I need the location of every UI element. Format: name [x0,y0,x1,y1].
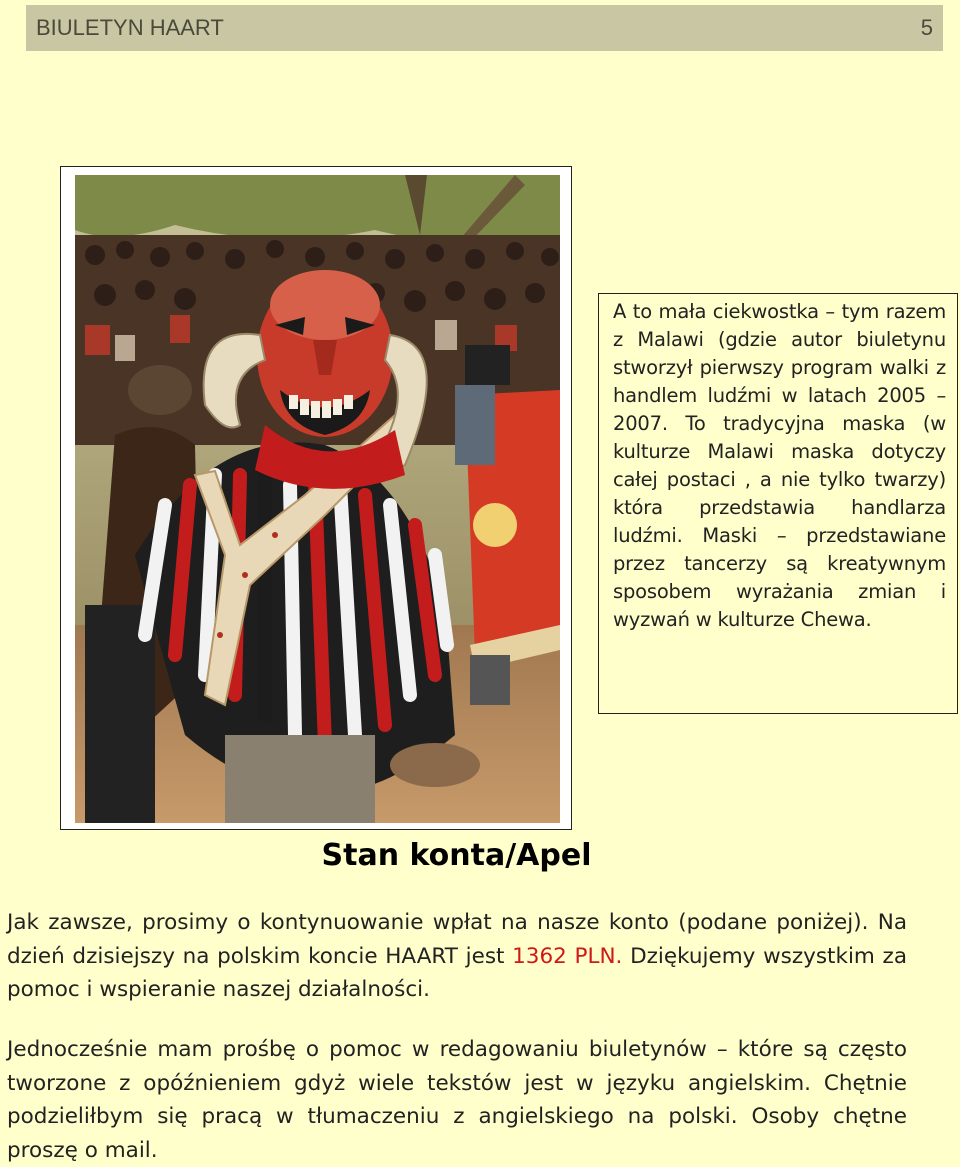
balance-text-before: Jak zawsze, prosimy o kontynuowanie wpłat na nasze konto (podane poniżej). Na dzień dzisiejszy na polskim koncie HAART jest [7,910,907,969]
balance-text-after: Dziękujemy wszystkim za pomoc i wspieranie naszej działalności. [7,943,907,1002]
newsletter-title: BIULETYN HAART [36,15,224,40]
translation-request-paragraph: Jednocześnie mam prośbę o pomoc w redagowaniu biuletynów – które są często tworzone z opóźnieniem gdyż wiele tekstów jest w języku angielskim. Chętnie podzieliłbym się pracą w tłumaczeniu z angielskiego na polski. Osoby chętne proszę o mail. [7,1037,907,1163]
page-number: 5 [920,15,933,40]
account-balance-paragraph [7,906,907,1007]
page-header [26,5,943,51]
mask-dancer-photo [75,175,560,823]
balance-amount: 1362 PLN. [512,943,623,969]
photo-caption-box [598,293,958,714]
section-title: Stan konta/Apel [321,838,592,873]
photo-caption-text: A to mała ciekwostka – tym razem z Malawi (gdzie autor biuletynu stworzył pierwszy program walki z handlem ludźmi w latach 2005 – 2007. To tradycyjna maska (w kulturze Malawi maska dotyczy całej postaci , a nie tylko twarzy) która przedstawia handlarza ludźmi. Maski – przedstawiane przez tancerzy są kreatywnym sposobem wyrażania zmian i wyzwań w kulturze Chewa. [613,300,946,631]
